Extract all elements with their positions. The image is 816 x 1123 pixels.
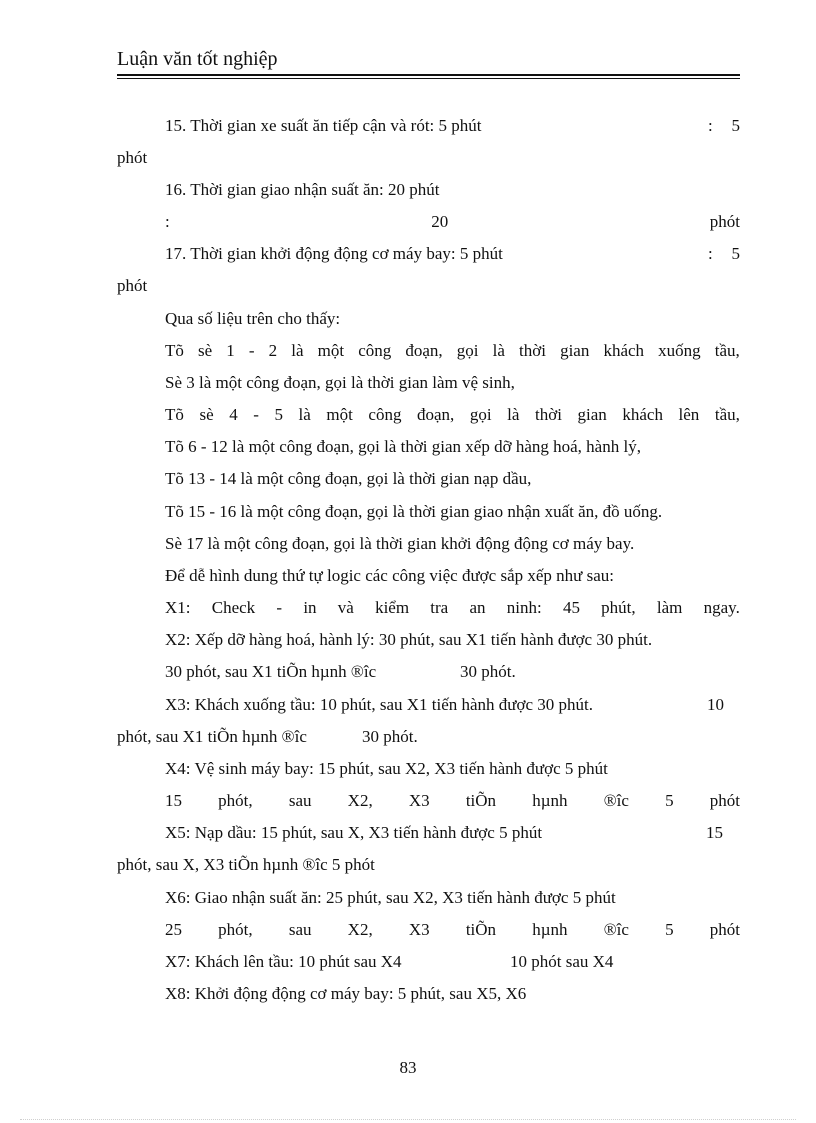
word: ®îc: [603, 791, 629, 810]
word: ngay.: [703, 598, 740, 617]
word: công: [368, 405, 402, 424]
word: ®îc: [603, 920, 629, 939]
text-line-17: [165, 242, 740, 266]
word: lên: [678, 405, 700, 424]
word: sau: [288, 791, 312, 810]
word: hµnh: [532, 791, 568, 810]
line-value: 30 phót.: [460, 662, 516, 681]
text-line-x7: [165, 950, 740, 974]
line-value: 10 phót sau X4: [510, 952, 614, 971]
text-line-x2-legacy: [165, 660, 740, 684]
word: khách: [622, 405, 663, 424]
word: tra: [430, 598, 449, 617]
text-line-x5-legacy: phót, sau X, X3 tiÕn hµnh ®îc 5 phót: [117, 855, 375, 874]
line-value: 15: [706, 823, 723, 842]
word: tiÕn: [465, 791, 497, 810]
header-rule-thin: [117, 78, 740, 79]
line-text: 30 phót, sau X1 tiÕn hµnh ®îc: [165, 662, 377, 681]
text-line-x4: X4: Vệ sinh máy bay: 15 phút, sau X2, X3 tiến hành được 5 phút: [165, 759, 608, 778]
word: X2,: [347, 920, 373, 939]
word: một: [326, 405, 353, 424]
line-unit: phót: [709, 212, 740, 231]
text-line: Tõ 13 - 14 là một công đoạn, gọi là thời gian nạp dầu,: [165, 469, 532, 488]
header-rule-thick: [117, 74, 740, 76]
text-line-16-value: [165, 210, 740, 234]
line-text: X3: Khách xuống tầu: 10 phút, sau X1 tiến hành được 30 phút.: [165, 695, 594, 714]
word: -: [276, 598, 283, 617]
word: gian: [577, 405, 607, 424]
text-line: Sè 17 là một công đoạn, gọi là thời gian khởi động động cơ máy bay.: [165, 534, 635, 553]
text-line-x1: [165, 596, 740, 620]
word: X3: [408, 920, 430, 939]
word: tầu,: [714, 341, 740, 360]
text-line-x6-legacy: [165, 918, 740, 942]
text-line-intro: Qua số liệu trên cho thấy:: [165, 309, 341, 328]
word: sè: [199, 405, 214, 424]
text-line-x6: X6: Giao nhận suất ăn: 25 phút, sau X2, X3 tiến hành được 5 phút: [165, 888, 616, 907]
text-line: Sè 3 là một công đoạn, gọi là thời gian làm vệ sinh,: [165, 373, 515, 392]
word: an: [469, 598, 486, 617]
text-line-x4-legacy: [165, 789, 740, 813]
text-line-x5: [165, 821, 740, 845]
word: tầu,: [714, 405, 740, 424]
line-colon: :: [708, 244, 713, 263]
line-text: phót, sau X1 tiÕn hµnh ®îc: [117, 727, 307, 746]
line-text: 15. Thời gian xe suất ăn tiếp cận và rót: 5 phút: [165, 116, 482, 135]
text-line-x3: [165, 693, 740, 717]
word: 25: [165, 920, 182, 939]
line-value: 20: [431, 212, 449, 231]
document-header-title: Luận văn tốt nghiệp: [117, 48, 278, 70]
line-text: X5: Nạp dầu: 15 phút, sau X, X3 tiến hành được 5 phút: [165, 823, 543, 842]
word: phót,: [218, 920, 253, 939]
line-value: 30 phót.: [362, 727, 418, 746]
word: gọi: [456, 341, 479, 360]
text-line: Tõ 6 - 12 là một công đoạn, gọi là thời gian xếp dỡ hàng hoá, hành lý,: [165, 437, 641, 456]
word: -: [253, 405, 259, 424]
word: 5: [665, 920, 674, 939]
page-number: 83: [399, 1058, 417, 1077]
word: X2,: [347, 791, 373, 810]
word: và: [337, 598, 354, 617]
text-line: Tõ 15 - 16 là một công đoạn, gọi là thời gian giao nhận xuất ăn, đồ uống.: [165, 502, 663, 521]
word: khách: [603, 341, 645, 360]
word: một: [317, 341, 345, 360]
text-line-15: [165, 114, 740, 138]
text-line-unit: phót: [117, 148, 148, 167]
word: 15: [165, 791, 182, 810]
word: 2: [268, 341, 278, 360]
word: là: [298, 405, 311, 424]
word: phót,: [218, 791, 253, 810]
word: sè: [198, 341, 213, 360]
text-line-x8: X8: Khởi động động cơ máy bay: 5 phút, sau X5, X6: [165, 984, 527, 1003]
word: phót: [709, 791, 740, 810]
word: gọi: [469, 405, 492, 424]
word: thời: [519, 341, 546, 360]
word: -: [248, 341, 255, 360]
line-value: 5: [731, 116, 740, 135]
word: in: [303, 598, 317, 617]
word: Tõ: [165, 341, 184, 360]
word: Check: [211, 598, 256, 617]
footer-dotted-rule: [20, 1119, 796, 1120]
line-colon: :: [165, 212, 170, 231]
word: phót: [709, 920, 740, 939]
word: đoạn,: [417, 405, 455, 424]
line-value: 10: [707, 695, 724, 714]
word: 4: [229, 405, 238, 424]
word: hµnh: [532, 920, 568, 939]
text-line: Để dễ hình dung thứ tự logic các công việc được sắp xếp như sau:: [165, 566, 615, 585]
word: 45: [562, 598, 580, 617]
word: thời: [535, 405, 562, 424]
line-colon: :: [708, 116, 713, 135]
word: là: [492, 341, 505, 360]
word: phút,: [601, 598, 636, 617]
word: Tõ: [165, 405, 184, 424]
line-text: X7: Khách lên tầu: 10 phút sau X4: [165, 952, 402, 971]
word: 5: [665, 791, 674, 810]
word: ninh:: [506, 598, 542, 617]
text-line-justified: [165, 403, 740, 427]
text-line-x2: X2: Xếp dỡ hàng hoá, hành lý: 30 phút, sau X1 tiến hành được 30 phút.: [165, 630, 653, 649]
text-line-unit: phót: [117, 276, 148, 295]
word: kiểm: [375, 598, 410, 617]
text-line-justified: [165, 339, 740, 363]
text-line-16: 16. Thời gian giao nhận suất ăn: 20 phút: [165, 180, 440, 199]
word: X1:: [165, 598, 191, 617]
word: X3: [408, 791, 430, 810]
word: 5: [274, 405, 283, 424]
word: làm: [656, 598, 683, 617]
word: là: [291, 341, 304, 360]
word: công: [358, 341, 392, 360]
word: 1: [226, 341, 235, 360]
word: tiÕn: [465, 920, 497, 939]
text-line-x3-legacy: [117, 725, 740, 749]
word: xuống: [658, 341, 701, 360]
word: là: [507, 405, 520, 424]
line-value: 5: [731, 244, 740, 263]
line-text: 17. Thời gian khởi động động cơ máy bay: 5 phút: [165, 244, 503, 263]
word: sau: [288, 920, 312, 939]
word: gian: [560, 341, 590, 360]
word: đoạn,: [405, 341, 443, 360]
